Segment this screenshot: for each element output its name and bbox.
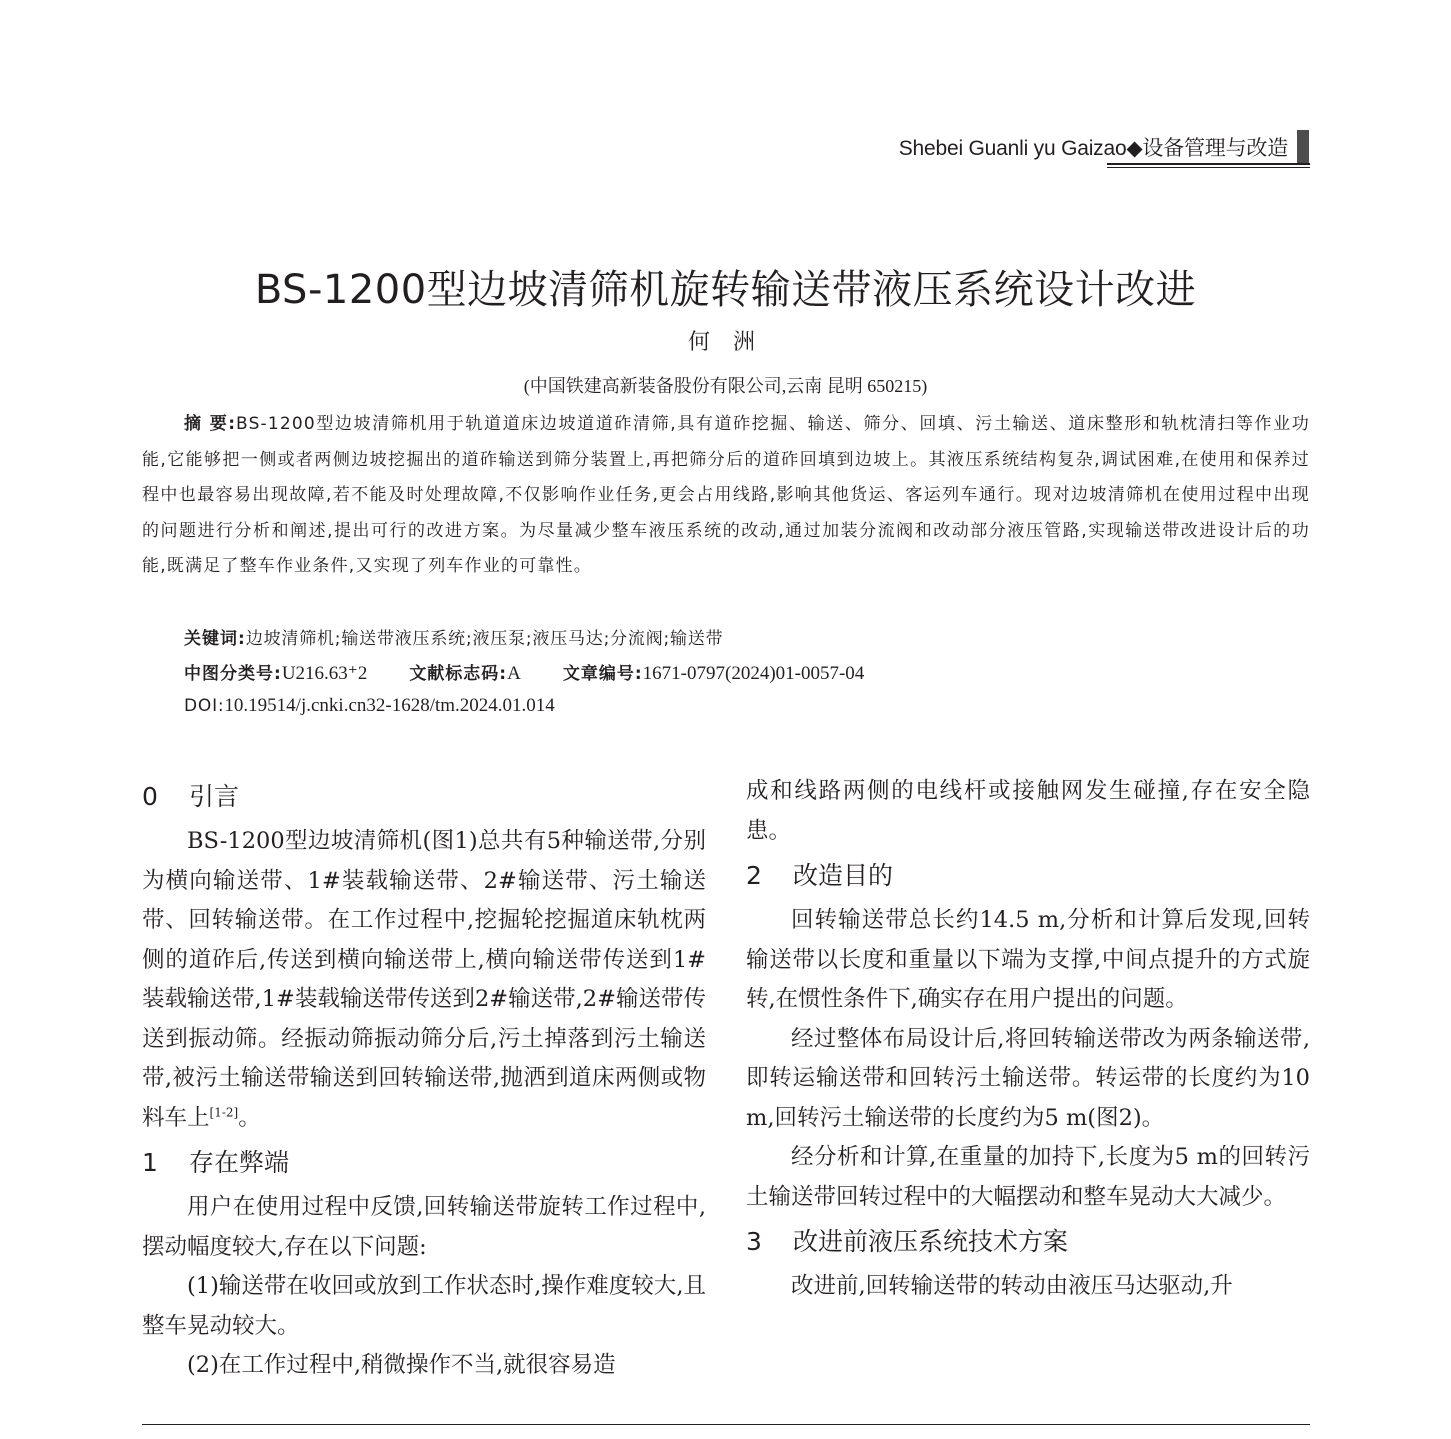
- journal-pinyin: Shebei Guanli yu Gaizao: [898, 137, 1127, 160]
- keywords-label: 关键词:: [184, 629, 246, 649]
- abstract-text: BS-1200型边坡清筛机用于轨道道床边坡道道砟清筛,具有道砟挖掘、输送、筛分、回填、污土输送、道床整形和轨枕清扫等作业功能,它能够把一侧或者两侧边坡挖掘出的道砟输送到筛分装置上,再把筛分后的道砟回填到边坡上。其液压系统结构复杂,调试困难,在使用和保养过程中也最容易出现故障,若不能及时处理故障,不仅影响作业任务,更会占用线路,影响其他货运、客运列车通行。现对边坡清筛机在使用过程中出现的问题进行分析和阐述,提出可行的改进方案。为尽量减少整车液压系统的改动,通过加装分流阀和改动部分液压管路,实现输送带改进设计后的功能,既满足了整车作业条件,又实现了列车作业的可靠性。: [142, 414, 1311, 576]
- header-rule-thin: [1107, 167, 1310, 168]
- footer-rule: [142, 1424, 1310, 1425]
- left-column: [142, 772, 706, 1386]
- doi-line: [184, 695, 555, 717]
- section-heading-1: 1 存在弊端: [142, 1148, 290, 1177]
- section-heading-3: 3 改进前液压系统技术方案: [746, 1227, 1069, 1256]
- section-heading-2: 2 改造目的: [746, 861, 894, 890]
- paragraph: BS-1200型边坡清筛机(图1)总共有5种输送带,分别为横向输送带、1#装载输送带、2#输送带、污土输送带、回转输送带。在工作过程中,挖掘轮挖掘道床轨枕两侧的道砟后,传送到横向输送带上,横向输送带传送到1#装载输送带,1#装载输送带传送到2#输送带,2#输送带传送到振动筛。经振动筛振动筛分后,污土掉落到污土输送带,被污土输送带输送到回转输送带,抛洒到道床两侧或物料车上[1-2]。: [142, 828, 706, 1131]
- header-rule: [1107, 163, 1310, 165]
- article-author: 何 洲: [688, 330, 763, 355]
- clc-value: U216.63⁺2: [281, 663, 368, 684]
- abstract-label: 摘 要:: [184, 414, 236, 434]
- paragraph: 用户在使用过程中反馈,回转输送带旋转工作过程中,摆动幅度较大,存在以下问题:: [142, 1194, 706, 1260]
- abstract: [142, 407, 1310, 585]
- paragraph: 成和线路两侧的电线杆或接触网发生碰撞,存在安全隐患。: [746, 778, 1310, 844]
- keywords-line: [184, 624, 723, 649]
- keywords-text: 边坡清筛机;输送带液压系统;液压泵;液压马达;分流阀;输送带: [245, 629, 724, 649]
- journal-chinese-name: 设备管理与改造: [1142, 136, 1288, 160]
- paragraph: 经分析和计算,在重量的加持下,长度为5 m的回转污土输送带回转过程中的大幅摆动和整车晃动大大减少。: [746, 1144, 1310, 1210]
- paragraph: 改进前,回转输送带的转动由液压马达驱动,升: [791, 1273, 1233, 1299]
- doi-label: DOI:: [184, 696, 225, 716]
- articleno-label: 文章编号:: [562, 664, 643, 684]
- doi-value: 10.19514/j.cnki.cn32-1628/tm.2024.01.014: [224, 695, 555, 716]
- doccode-label: 文献标志码:: [409, 664, 508, 684]
- clc-label: 中图分类号:: [184, 664, 282, 684]
- right-column: [746, 772, 1310, 1307]
- citation: [1-2]: [209, 1105, 239, 1119]
- running-header: [867, 130, 1310, 168]
- header-bar-decoration: [1297, 130, 1309, 164]
- diamond-separator-icon: ◆: [1126, 137, 1143, 160]
- paragraph: (1)输送带在收回或放到工作状态时,操作难度较大,且整车晃动较大。: [142, 1273, 706, 1339]
- doccode-value: A: [507, 663, 521, 684]
- section-heading-0: 0 引言: [142, 782, 240, 811]
- paragraph: 回转输送带总长约14.5 m,分析和计算后发现,回转输送带以长度和重量以下端为支撑,中间点提升的方式旋转,在惯性条件下,确实存在用户提出的问题。: [746, 907, 1310, 1012]
- paragraph: (2)在工作过程中,稍微操作不当,就很容易造: [187, 1352, 616, 1378]
- classification-line: [184, 659, 864, 685]
- article-title: BS-1200型边坡清筛机旋转输送带液压系统设计改进: [254, 267, 1197, 313]
- paragraph: 经过整体布局设计后,将回转输送带改为两条输送带,即转运输送带和回转污土输送带。转运带的长度约为10 m,回转污土输送带的长度约为5 m(图2)。: [746, 1025, 1310, 1131]
- articleno-value: 1671-0797(2024)01-0057-04: [642, 663, 865, 684]
- author-affiliation: (中国铁建高新装备股份有限公司,云南 昆明 650215): [523, 376, 928, 396]
